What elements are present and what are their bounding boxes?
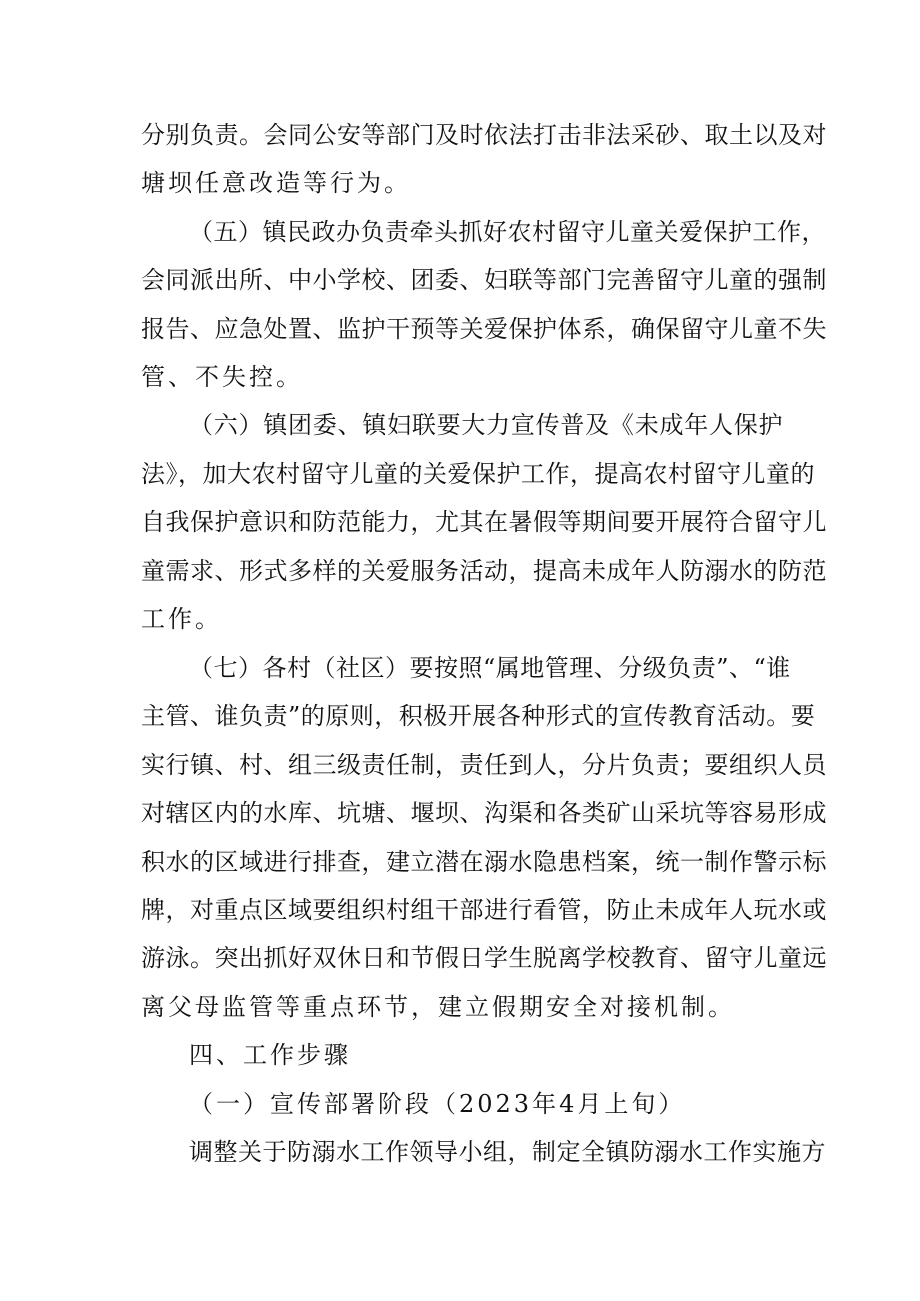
text-line-18: 游泳。突出抓好双休日和节假日学生脱离学校教育、留守儿童远 — [141, 944, 827, 972]
text-line-19: 离父母监管等重点环节，建立假期安全对接机制。 — [141, 993, 735, 1021]
text-line-6: 管、不失控。 — [141, 363, 303, 391]
text-line-13: 主管、谁负责”的原则，积极开展各种形式的宣传教育活动。要 — [141, 702, 816, 730]
text-line-7: （六）镇团委、镇妇联要大力宣传普及《未成年人保护 — [189, 411, 783, 439]
text-line-11: 工作。 — [141, 605, 222, 633]
section-heading: 四、工作步骤 — [189, 1041, 351, 1069]
text-line-12: （七）各村（社区）要按照“属地管理、分级负责”、“谁 — [189, 654, 791, 682]
text-line-8: 法》，加大农村留守儿童的关爱保护工作，提高农村留守儿童的 — [141, 460, 815, 488]
text-line-22: 调整关于防溺水工作领导小组，制定全镇防溺水工作实施方 — [189, 1138, 826, 1166]
text-line-1: 分别负责。会同公安等部门及时依法打击非法采砂、取土以及对 — [141, 121, 827, 149]
text-line-4: 会同派出所、中小学校、团委、妇联等部门完善留守儿童的强制 — [141, 266, 827, 294]
text-line-14: 实行镇、村、组三级责任制，责任到人，分片负责；要组织人员 — [141, 751, 827, 779]
text-line-3: （五）镇民政办负责牵头抓好农村留守儿童关爱保护工作， — [189, 218, 826, 246]
text-line-2: 塘坝任意改造等行为。 — [141, 169, 411, 197]
text-line-9: 自我保护意识和防范能力，尤其在暑假等期间要开展符合留守儿 — [141, 508, 827, 536]
text-line-15: 对辖区内的水库、坑塘、堰坝、沟渠和各类矿山采坑等容易形成 — [141, 799, 827, 827]
text-line-17: 牌，对重点区域要组织村组干部进行看管，防止未成年人玩水或 — [141, 896, 827, 924]
text-line-10: 童需求、形式多样的关爱服务活动，提高未成年人防溺水的防范 — [141, 557, 827, 585]
text-line-5: 报告、应急处置、监护干预等关爱保护体系，确保留守儿童不失 — [141, 315, 827, 343]
subsection-heading: （一）宣传部署阶段（2023年4月上旬） — [189, 1090, 686, 1118]
text-line-16: 积水的区域进行排查，建立潜在溺水隐患档案，统一制作警示标 — [141, 848, 827, 876]
